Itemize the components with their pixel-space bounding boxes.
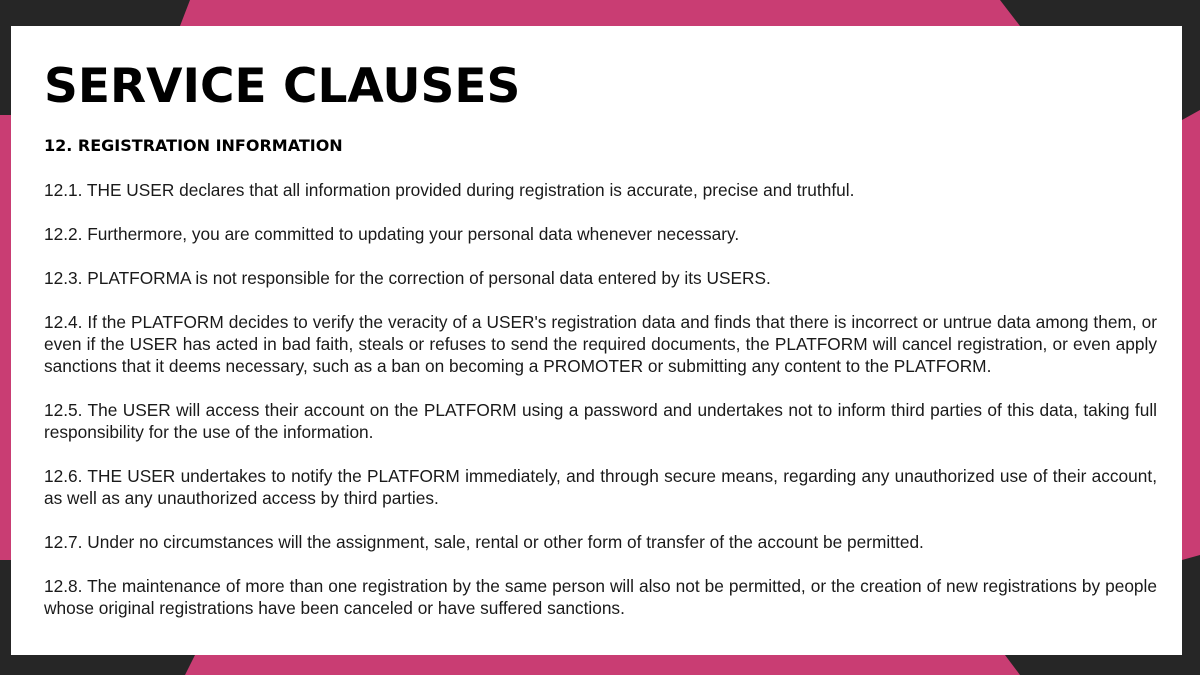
accent-shape-bottom bbox=[185, 655, 1020, 675]
document-content bbox=[44, 60, 1157, 619]
clause-12-6: 12.6. THE USER undertakes to notify the PLATFORM immediately, and through secure means, regarding any unauthorized use of their account, as well as any unauthorized access by third parties. bbox=[44, 466, 1157, 508]
accent-shape-right bbox=[1182, 110, 1200, 560]
clause-12-8: 12.8. The maintenance of more than one registration by the same person will also not be permitted, or the creation of new registrations by people whose original registrations have been canceled or have suffered sanctions. bbox=[44, 576, 1157, 618]
clause-12-3: 12.3. PLATFORMA is not responsible for the correction of personal data entered by its USERS. bbox=[44, 268, 771, 288]
clause-12-4: 12.4. If the PLATFORM decides to verify the veracity of a USER's registration data and finds that there is incorrect or untrue data among them, or even if the USER has acted in bad faith, steals or refuses to send the required documents, the PLATFORM will cancel registration, or even apply sanctions that it deems necessary, such as a ban on becoming a PROMOTER or submitting any content to the PLATFORM. bbox=[44, 312, 1157, 376]
clause-list bbox=[44, 179, 1157, 619]
clause-12-2: 12.2. Furthermore, you are committed to updating your personal data whenever necessary. bbox=[44, 224, 740, 244]
document-card bbox=[11, 26, 1182, 655]
clause-12-5: 12.5. The USER will access their account on the PLATFORM using a password and undertakes not to inform third parties of this data, taking full responsibility for the use of the information. bbox=[44, 400, 1157, 442]
page-title: SERVICE CLAUSES bbox=[44, 59, 521, 114]
clause-12-1: 12.1. THE USER declares that all information provided during registration is accurate, precise and truthful. bbox=[44, 180, 855, 200]
accent-shape-left bbox=[0, 115, 11, 560]
section-heading: 12. REGISTRATION INFORMATION bbox=[44, 136, 343, 155]
accent-shape-top bbox=[180, 0, 1020, 26]
clause-12-7: 12.7. Under no circumstances will the assignment, sale, rental or other form of transfer of the account be permitted. bbox=[44, 532, 924, 552]
